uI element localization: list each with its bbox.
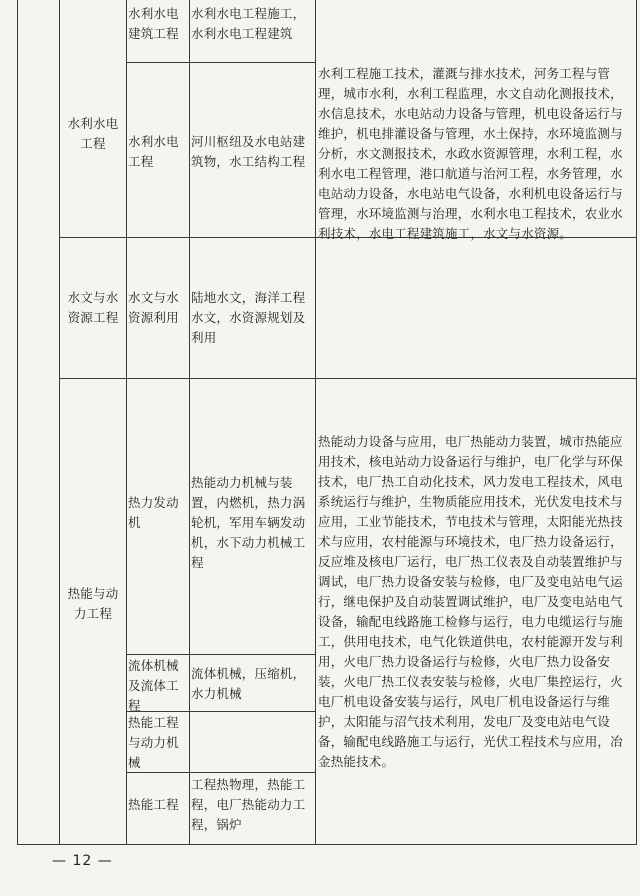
majors-cell: 热能动力设备与应用，电厂热能动力装置，城市热能应用技术，核电站动力设备运行与维护，电厂化学与环保技术，电厂热工自动化技术，风力发电工程技术，风电系统运行与维护，生物质能应用技术，光伏发电技术与应用，工业节能技术，节电技术与管理，太阳能光热技术与应用，农村能源与环境技术，电厂热力设备运行，反应堆及核电厂运行，电厂热工仪表及自动装置维护与调试，电厂热力设备安装与检修，电厂及变电站电气运行，继电保护及自动装置调试维护，电厂及变电站电气设备，输配电线路施工检修与运行，电力电缆运行与施工，供用电技术，电气化铁道供电，农村能源开发与利用，火电厂热力设备运行与检修，火电厂热力设备安装，火电厂热工仪表安装与检修，火电厂集控运行，火电厂机电设备安装与运行，风电厂机电设备运行与维护，太阳能与沼气技术利用，发电厂及变电站电气设备，输配电线路施工与运行，光伏工程技术与应用，冶金热能技术。 [318,434,623,769]
direction-cell: 河川枢纽及水电站建筑物，水工结构工程 [191,134,306,169]
majors-cell: 水利工程施工技术，灌溉与排水技术，河务工程与管理，城市水利，水利工程监理，水文自动化测报技术，水信息技术，水电站动力设备与管理，机电设备运行与维护，机电排灌设备与管理，水土保持，水环境监测与分析，水文测报技术，水政水资源管理，水利工程，水利水电工程管理，港口航道与治河工程，水务管理，水电站动力设备，水电站电气设备，水利机电设备运行与管理，水环境监测与治理，水利水电工程技术，农业水利技术，水电工程建筑施工，水文与水资源。 [318,66,623,241]
direction-cell: 流体机械，压缩机，水力机械 [191,666,306,701]
category-cell: 水利水电工程 [67,116,119,151]
category-cell: 水文与水资源工程 [67,290,119,325]
direction-cell [191,713,313,771]
subcategory-cell: 水文与水资源利用 [128,290,179,325]
direction-cell: 热能动力机械与装置，内燃机，热力涡轮机，军用车辆发动机，水下动力机械工程 [191,475,306,570]
subcategory-cell: 热力发动机 [128,495,179,530]
category-cell: 热能与动力工程 [67,586,119,621]
majors-cell [318,240,634,376]
subcategory-cell: 流体机械及流体工程 [128,658,179,713]
subcategory-cell: 水利水电工程 [128,134,179,169]
direction-cell: 工程热物理，热能工程，电厂热能动力工程，锅炉 [191,777,306,832]
direction-cell: 水利水电工程施工，水利水电工程建筑 [191,6,306,41]
page-number: — 12 — [52,853,113,869]
subcategory-cell: 热能工程与动力机械 [128,715,179,770]
subcategory-cell: 水利水电建筑工程 [128,6,179,41]
direction-cell: 陆地水文，海洋工程水文，水资源规划及利用 [191,290,306,345]
subcategory-cell: 热能工程 [128,797,179,812]
